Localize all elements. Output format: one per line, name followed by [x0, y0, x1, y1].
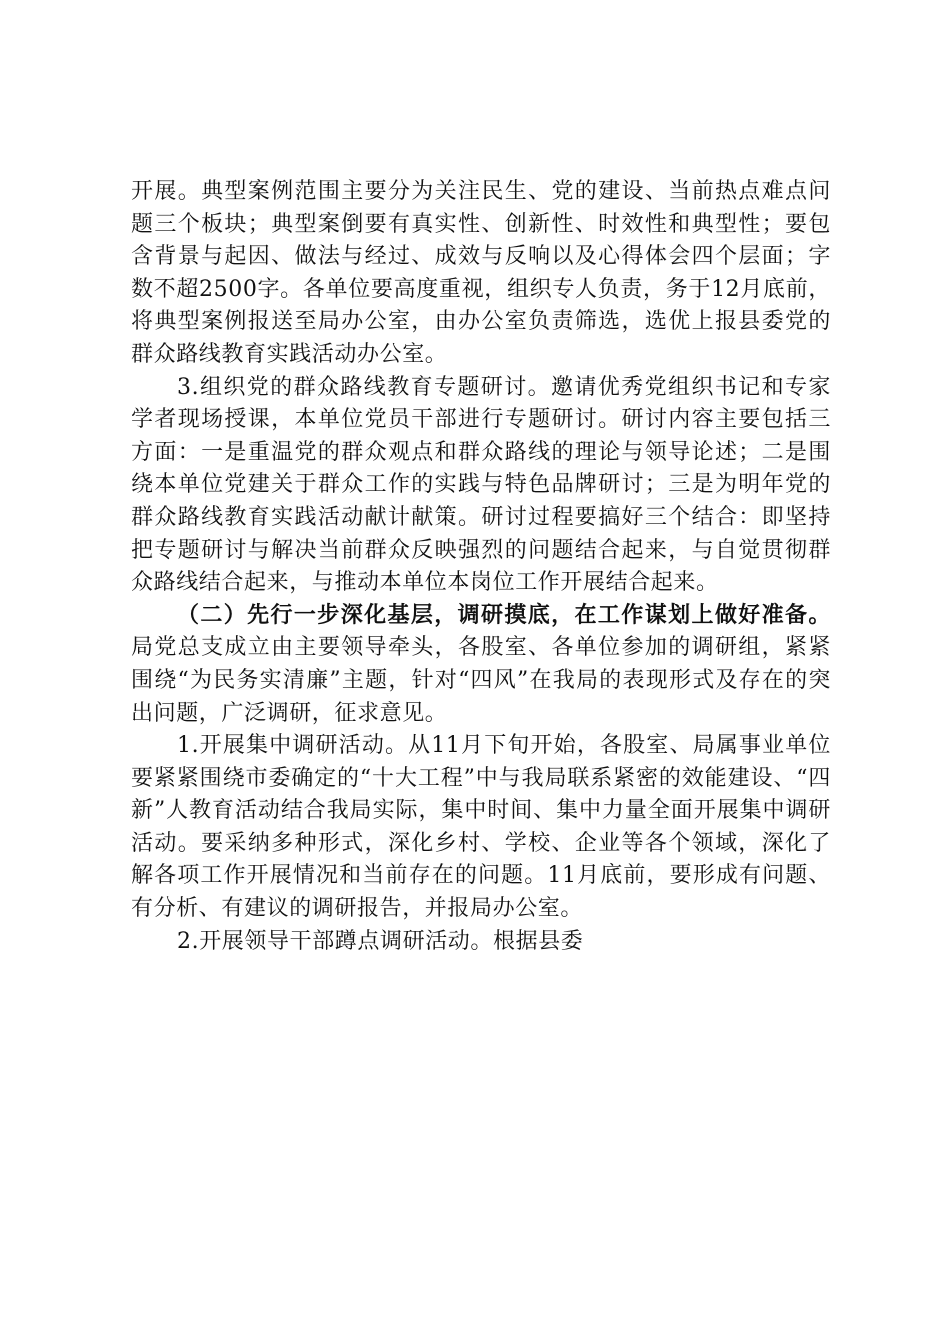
paragraph-seminar: 3.组织党的群众路线教育专题研讨。邀请优秀党组织书记和专家学者现场授课，本单位党员干部进行专题研讨。研讨内容主要包括三方面：一是重温党的群众观点和群众路线的理论与领导论述；二是围绕本单位党建关于群众工作的实践与特色品牌研讨；三是为明年党的群众路线教育实践活动献计献策。研讨过程要搞好三个结合：即坚持把专题研讨与解决当前群众反映强烈的问题结合起来，与自觉贯彻群众路线结合起来，与推动本单位本岗位工作开展结合起来。	[131, 374, 831, 596]
paragraph-leader-research: 2.开展领导干部蹲点调研活动。根据县委	[177, 928, 584, 954]
document-body	[131, 176, 831, 958]
section-heading: （二）先行一步深化基层，调研摸底，在工作谋划上做好准备。	[177, 602, 831, 628]
section-body: 局党总支成立由主要领导牵头，各股室、各单位参加的调研组，紧紧围绕“为民务实清廉”主题，针对“四风”在我局的表现形式及存在的突出问题，广泛调研，征求意见。	[131, 635, 831, 726]
paragraph-typical-cases: 开展。典型案例范围主要分为关注民生、党的建设、当前热点难点问题三个板块；典型案倒要有真实性、创新性、时效性和典型性；要包含背景与起因、做法与经过、成效与反响以及心得体会四个层面；字数不超2500字。各单位要高度重视，组织专人负责，务于12月底前，将典型案例报送至局办公室，由办公室负责筛选，选优上报县委党的群众路线教育实践活动办公室。	[131, 179, 831, 367]
paragraph-section-two	[131, 600, 831, 730]
paragraph-centralized-research: 1.开展集中调研活动。从11月下旬开始，各股室、局属事业单位要紧紧围绕市委确定的“十大工程”中与我局联系紧密的效能建设、“四新”人教育活动结合我局实际，集中时间、集中力量全面开展集中调研活动。要采纳多种形式，深化乡村、学校、企业等各个领域，深化了解各项工作开展情况和当前存在的问题。11月底前，要形成有问题、有分析、有建议的调研报告，并报局办公室。	[131, 733, 831, 922]
